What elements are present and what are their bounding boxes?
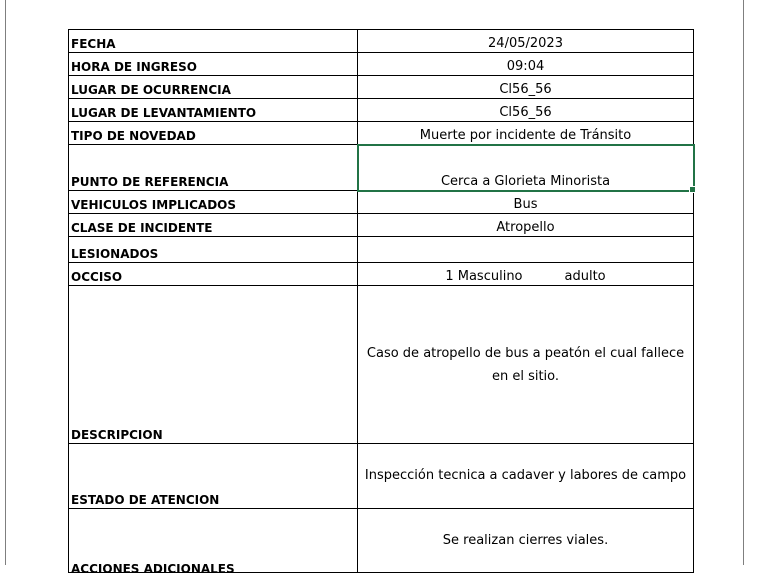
table-row bbox=[69, 237, 694, 263]
row-value-fecha[interactable]: 24/05/2023 bbox=[358, 30, 694, 53]
row-value-vehiculos-implicados[interactable]: Bus bbox=[358, 191, 694, 214]
row-value-tipo-de-novedad[interactable]: Muerte por incidente de Tránsito bbox=[358, 122, 694, 145]
table-row bbox=[69, 286, 694, 444]
table-row bbox=[69, 214, 694, 237]
row-value-lugar-de-levantamiento[interactable]: Cl56_56 bbox=[358, 99, 694, 122]
row-label-tipo-de-novedad[interactable]: TIPO DE NOVEDAD bbox=[69, 122, 358, 145]
occiso-count: 1 Masculino bbox=[445, 269, 523, 284]
row-value-clase-de-incidente[interactable]: Atropello bbox=[358, 214, 694, 237]
row-label-descripcion[interactable]: DESCRIPCION bbox=[69, 286, 358, 444]
occiso-age: adulto bbox=[564, 269, 606, 284]
page-edge-right bbox=[743, 0, 744, 565]
row-value-lesionados[interactable] bbox=[358, 237, 694, 263]
row-value-occiso[interactable] bbox=[358, 263, 694, 286]
row-label-estado-de-atencion[interactable]: ESTADO DE ATENCION bbox=[69, 444, 358, 509]
row-value-hora-de-ingreso[interactable]: 09:04 bbox=[358, 53, 694, 76]
row-label-vehiculos-implicados[interactable]: VEHICULOS IMPLICADOS bbox=[69, 191, 358, 214]
punto-de-referencia-text: Cerca a Glorieta Minorista bbox=[440, 174, 611, 189]
row-value-lugar-de-ocurrencia[interactable]: Cl56_56 bbox=[358, 76, 694, 99]
row-label-fecha[interactable]: FECHA bbox=[69, 30, 358, 53]
row-label-hora-de-ingreso[interactable]: HORA DE INGRESO bbox=[69, 53, 358, 76]
table-row bbox=[69, 122, 694, 145]
table-row bbox=[69, 99, 694, 122]
row-label-lesionados[interactable]: LESIONADOS bbox=[69, 237, 358, 263]
table-row bbox=[69, 76, 694, 99]
table-row bbox=[69, 444, 694, 509]
table-row bbox=[69, 145, 694, 191]
incident-report-table bbox=[68, 29, 694, 576]
table-row bbox=[69, 30, 694, 53]
row-value-estado-de-atencion[interactable]: Inspección tecnica a cadaver y labores de campo bbox=[358, 444, 694, 509]
table-row bbox=[69, 191, 694, 214]
page-edge-left bbox=[5, 0, 6, 565]
table-row bbox=[69, 509, 694, 573]
selection-fill-handle[interactable] bbox=[689, 186, 696, 193]
row-value-descripcion[interactable]: Caso de atropello de bus a peatón el cual fallece en el sitio. bbox=[358, 286, 694, 444]
table-row bbox=[69, 263, 694, 286]
table-row bbox=[69, 53, 694, 76]
row-label-lugar-de-levantamiento[interactable]: LUGAR DE LEVANTAMIENTO bbox=[69, 99, 358, 122]
row-label-acciones-adicionales[interactable] bbox=[69, 509, 358, 576]
row-value-punto-de-referencia[interactable] bbox=[358, 145, 694, 191]
row-label-occiso[interactable]: OCCISO bbox=[69, 263, 358, 286]
row-label-punto-de-referencia[interactable]: PUNTO DE REFERENCIA bbox=[69, 145, 358, 191]
acciones-adicionales-label: ACCIONES ADICIONALES bbox=[71, 562, 235, 576]
row-label-clase-de-incidente[interactable]: CLASE DE INCIDENTE bbox=[69, 214, 358, 237]
row-value-acciones-adicionales[interactable]: Se realizan cierres viales. bbox=[358, 509, 694, 573]
row-label-lugar-de-ocurrencia[interactable]: LUGAR DE OCURRENCIA bbox=[69, 76, 358, 99]
